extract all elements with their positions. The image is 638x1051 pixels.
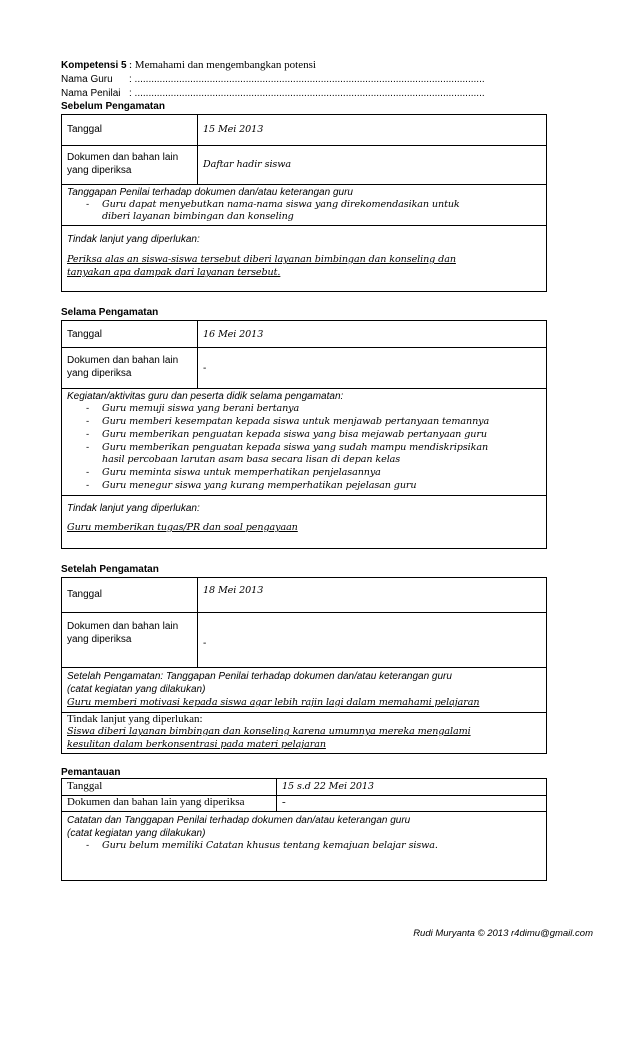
setelah-tindak-line-2: kesulitan dalam berkonsentrasi pada materi pelajaran [67,739,326,750]
nama-penilai-row [61,87,485,100]
sebelum-tindak-line-2: tanyakan apa dampak dari layanan tersebut. [67,267,281,278]
sebelum-tindak-line-1: Periksa alas an siswa-siswa tersebut diberi layanan bimbingan dan konseling dan [67,254,456,265]
pemantauan-table: Tanggal 15 s.d 22 Mei 2013 Dokumen dan bahan lain yang diperiksa - Catatan dan Tanggapan Penilai terhadap dokumen dan/atau keterangan guru (catat kegiatan yang dilakukan) - Guru belum memiliki Catatan khusus tentang kemajuan belajar siswa. [61,778,547,881]
setelah-tanggapan-label: Setelah Pengamatan: Tanggapan Penilai terhadap dokumen dan/atau keterangan guru [67,671,452,682]
kompetensi-value: : Memahami dan mengembangkan potensi [129,59,316,71]
pemantauan-tanggal-label: Tanggal [67,780,103,792]
sebelum-tanggal-value: 15 Mei 2013 [203,124,264,135]
sebelum-dokumen-label: Dokumen dan bahan lain yang diperiksa [67,152,179,176]
pemantauan-dokumen-value: - [282,796,286,808]
nama-guru-value: : .............................................................................................................................. [129,74,485,85]
selama-tanggal-value: 16 Mei 2013 [203,329,264,340]
kompetensi-row [61,59,316,72]
nama-penilai-value: : .............................................................................................................................. [129,88,485,99]
selama-table: Tanggal 16 Mei 2013 Dokumen dan bahan lain yang diperiksa - Kegiatan/aktivitas guru dan peserta didik selama pengamatan: - Guru memuji siswa yang berani bertanya - Guru memberi kesempatan kepada siswa untuk menjawab pertanyaan temannya - Guru memberikan penguatan kepada siswa yang bisa mejawab pertanyaan guru - Guru memberikan penguatan kepada siswa yang sudah mampu mendiskripsikan hasil percobaan larutan asam basa secara lisan di depan kelas - Guru meminta siswa untuk memperhatikan penjelasannya - Guru menegur siswa yang kurang memperhatikan pejelasan guru Tindak lanjut yang diperlukan: Guru memberikan tugas/PR dan soal pengayaan [61,320,547,549]
setelah-tanggapan-value: Guru memberi motivasi kepada siswa agar lebih rajin lagi dalam memahami pelajaran [67,697,480,708]
selama-tanggal-label: Tanggal [67,329,103,340]
nama-guru-label: Nama Guru [61,74,113,85]
setelah-tindak-line-1: Siswa diberi layanan bimbingan dan konseling karena umumnya mereka mengalami [67,726,471,737]
sebelum-table: Tanggal 15 Mei 2013 Dokumen dan bahan lain yang diperiksa Daftar hadir siswa Tanggapan Penilai terhadap dokumen dan/atau keterangan guru - Guru dapat menyebutkan nama-nama siswa yang direkomendasikan untuk diberi layanan bimbingan dan konseling Tindak lanjut yang diperlukan: Periksa alas an siswa-siswa tersebut diberi layanan bimbingan dan konseling dan tanyakan apa dampak dari layanan tersebut. [61,114,547,292]
selama-dokumen-value: - [203,363,207,374]
selama-kegiatan-label: Kegiatan/aktivitas guru dan peserta didik selama pengamatan: [67,391,344,402]
pemantauan-catat-label: (catat kegiatan yang dilakukan) [67,828,206,839]
selama-tindak-label: Tindak lanjut yang diperlukan: [67,503,200,514]
sebelum-tanggapan-label: Tanggapan Penilai terhadap dokumen dan/atau keterangan guru [67,187,353,198]
setelah-dokumen-label: Dokumen dan bahan lain yang diperiksa [67,621,179,645]
section-title-selama: Selama Pengamatan [61,307,159,318]
section-title-sebelum: Sebelum Pengamatan [61,101,165,112]
setelah-tindak-label: Tindak lanjut yang diperlukan: [67,713,203,725]
pemantauan-catatan-label: Catatan dan Tanggapan Penilai terhadap dokumen dan/atau keterangan guru [67,815,411,826]
setelah-tanggal-label: Tanggal [67,589,103,600]
sebelum-tanggal-label: Tanggal [67,124,103,135]
section-title-pemantauan: Pemantauan [61,767,121,778]
sebelum-tindak-label: Tindak lanjut yang diperlukan: [67,234,200,245]
setelah-catatan-label: (catat kegiatan yang dilakukan) [67,684,206,695]
selama-dokumen-label: Dokumen dan bahan lain yang diperiksa [67,355,179,379]
sebelum-dokumen-value: Daftar hadir siswa [203,159,291,170]
pemantauan-tanggal-value: 15 s.d 22 Mei 2013 [282,781,374,792]
footer-credit: Rudi Muryanta © 2013 r4dimu@gmail.com [413,928,593,939]
nama-guru-row [61,73,485,86]
pemantauan-dokumen-label: Dokumen dan bahan lain yang diperiksa [67,796,245,808]
setelah-dokumen-value: - [203,638,207,649]
setelah-tanggal-value: 18 Mei 2013 [203,585,264,596]
selama-tindak-value: Guru memberikan tugas/PR dan soal pengayaan [67,522,298,533]
kompetensi-label: Kompetensi 5 [61,60,127,71]
setelah-table [61,577,547,754]
section-title-setelah: Setelah Pengamatan [61,564,159,575]
nama-penilai-label: Nama Penilai [61,88,121,99]
